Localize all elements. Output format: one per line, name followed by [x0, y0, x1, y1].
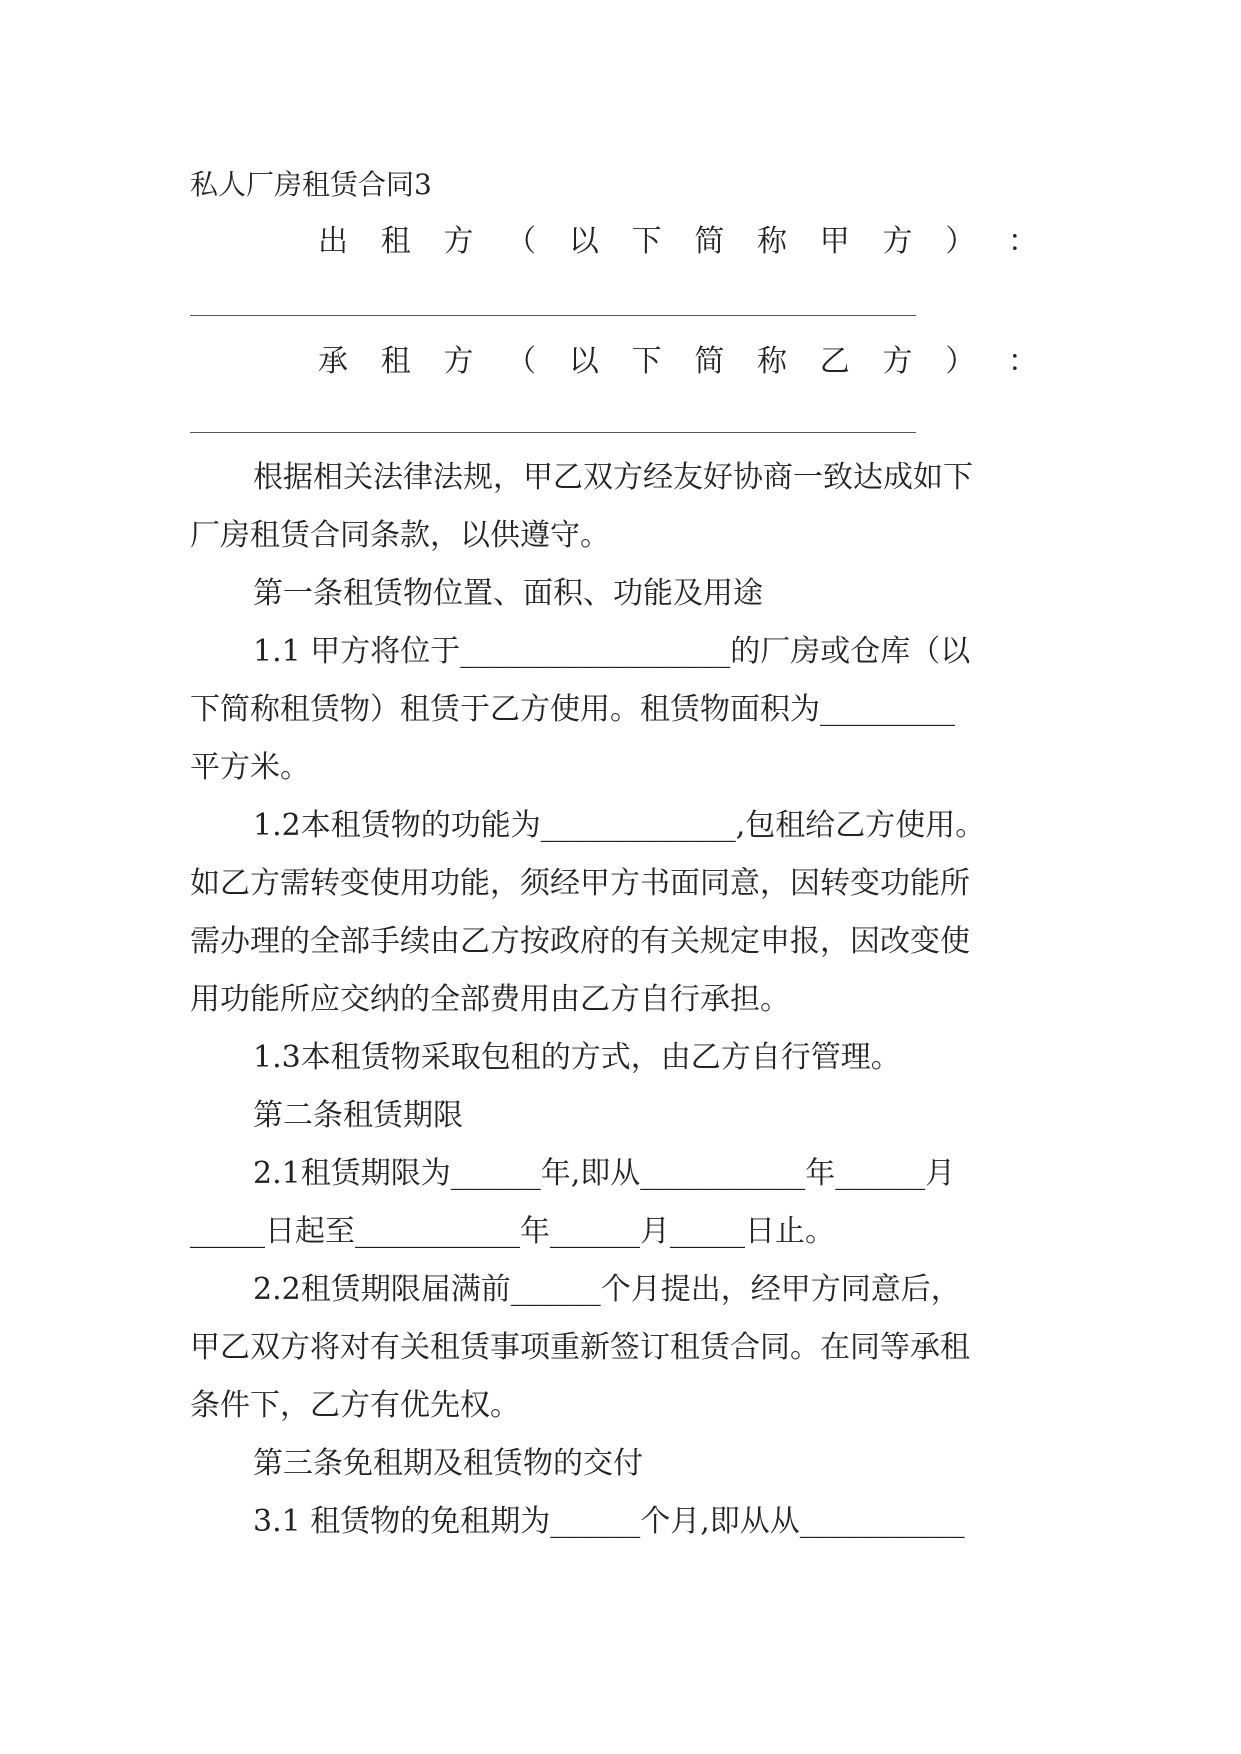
body-line: _____日起至___________年______月_____日止。 — [190, 1214, 835, 1249]
lessee-char: 承 — [318, 344, 348, 379]
lessee-char: 租 — [380, 344, 411, 379]
lessee-char: 称 — [757, 344, 788, 379]
article-heading: 第一条租赁物位置、面积、功能及用途 — [253, 576, 763, 611]
article-heading: 第三条免租期及租赁物的交付 — [253, 1446, 643, 1481]
lessee-char: 方 — [882, 344, 913, 379]
body-line: 下简称租赁物）租赁于乙方使用。租赁物面积为_________ — [190, 692, 955, 727]
lessee-char: 乙 — [819, 344, 850, 379]
lessor-char: 以 — [568, 224, 599, 259]
lessor-char: （ — [506, 224, 537, 259]
lessee-field-label — [318, 342, 1038, 382]
lessee-char: （ — [506, 344, 537, 379]
body-line: 如乙方需转变使用功能，须经甲方书面同意，因转变功能所 — [190, 866, 970, 901]
body-line: 条件下，乙方有优先权。 — [190, 1388, 520, 1423]
lessor-char: 下 — [631, 224, 662, 259]
lessee-char: 方 — [443, 344, 474, 379]
body-line: 甲乙双方将对有关租赁事项重新签订租赁合同。在同等承租 — [190, 1330, 970, 1365]
body-line: 1.2本租赁物的功能为_____________,包租给乙方使用。 — [253, 808, 986, 843]
article-heading: 第二条租赁期限 — [253, 1098, 463, 1133]
lessor-char: 租 — [380, 224, 411, 259]
document-title: 私人厂房租赁合同3 — [190, 168, 432, 201]
lessor-signature-line — [190, 315, 916, 316]
body-line: 根据相关法律法规，甲乙双方经友好协商一致达成如下 — [253, 460, 973, 495]
lessor-char: 方 — [443, 224, 474, 259]
lessee-char: 简 — [694, 344, 725, 379]
lessee-char: ： — [1007, 344, 1038, 379]
lessor-char: 称 — [757, 224, 788, 259]
lessor-char: ） — [945, 224, 976, 259]
body-line: 1.1 甲方将位于__________________的厂房或仓库（以 — [253, 634, 971, 669]
lessor-char: 甲 — [819, 224, 850, 259]
body-line: 需办理的全部手续由乙方按政府的有关规定申报，因改变使 — [190, 924, 970, 959]
lessor-char: ： — [1007, 224, 1038, 259]
body-line: 平方米。 — [190, 750, 310, 785]
body-line: 1.3本租赁物采取包租的方式，由乙方自行管理。 — [253, 1040, 901, 1075]
lessee-char: ） — [945, 344, 976, 379]
body-line: 用功能所应交纳的全部费用由乙方自行承担。 — [190, 982, 790, 1017]
body-line: 3.1 租赁物的免租期为______个月,即从从___________ — [253, 1504, 965, 1539]
lessor-char: 简 — [694, 224, 725, 259]
lessee-signature-line — [190, 432, 916, 433]
lessee-char: 以 — [568, 344, 599, 379]
body-line: 2.1租赁期限为______年,即从___________年______月 — [253, 1156, 956, 1191]
lessor-char: 方 — [882, 224, 913, 259]
lessor-field-label — [318, 222, 1038, 262]
body-line: 2.2租赁期限届满前______个月提出，经甲方同意后， — [253, 1272, 961, 1307]
lessor-char: 出 — [318, 224, 348, 259]
body-line: 厂房租赁合同条款，以供遵守。 — [190, 518, 610, 553]
lessee-char: 下 — [631, 344, 662, 379]
